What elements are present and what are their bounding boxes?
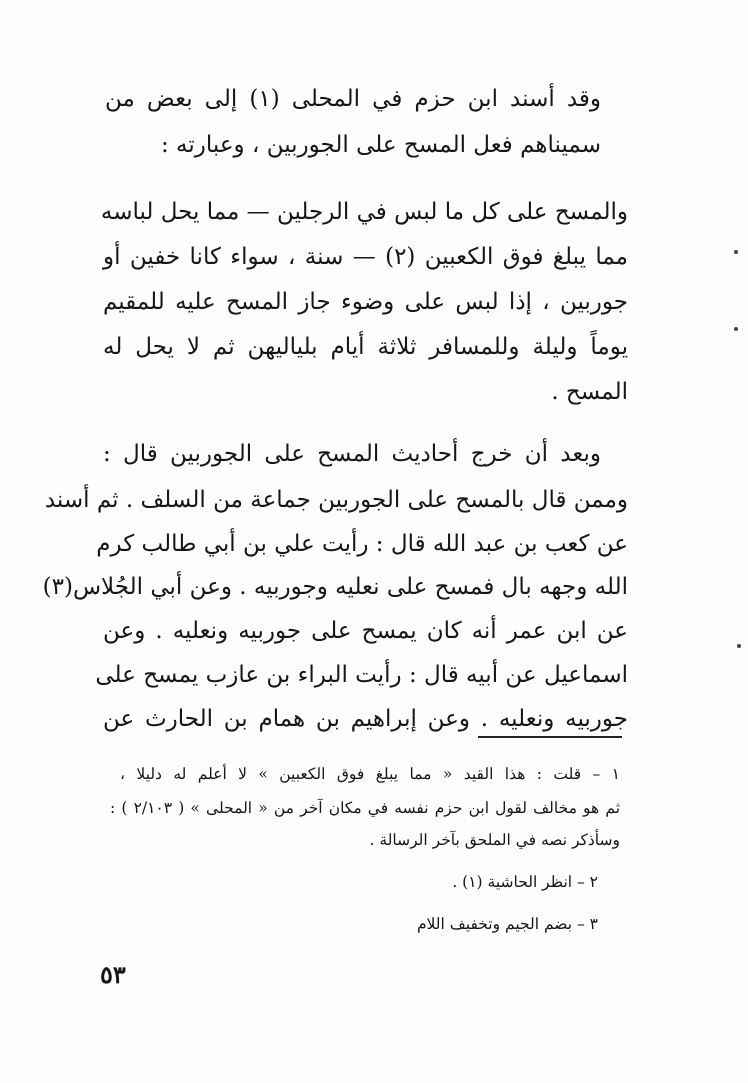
text-line: مما يبلغ فوق الكعبين (٢) — سنة ، سواء كانا خفين أو — [103, 244, 628, 270]
text-line: وممن قال بالمسح على الجوربين جماعة من السلف . ثم أسند — [44, 487, 628, 513]
scan-speck — [734, 327, 738, 331]
text-line: عن ابن عمر أنه كان يمسح على جوربيه ونعليه . وعن — [103, 618, 628, 644]
footnote-separator — [478, 736, 622, 738]
footnote-line: ٣ – بضم الجيم وتخفيف اللام — [416, 915, 598, 933]
page-number: ٥٣ — [100, 960, 126, 989]
text-line: والمسح على كل ما لبس في الرجلين — مما يحل لباسه — [100, 199, 628, 225]
text-line: عن كعب بن عبد الله قال : رأيت علي بن أبي طالب كرم — [96, 531, 628, 557]
footnote-line: ٢ – انظر الحاشية (١) . — [452, 873, 598, 891]
footnote-line: ١ – قلت : هذا القيد « مما يبلغ فوق الكعبين » لا أعلم له دليلا ، — [120, 765, 620, 783]
text-line: اسماعيل عن أبيه قال : رأيت البراء بن عازب يمسح على — [95, 662, 628, 688]
text-line: سميناهم فعل المسح على الجوربين ، وعبارته : — [160, 132, 601, 158]
scan-speck — [737, 644, 741, 648]
scan-speck — [734, 250, 738, 254]
footnote-line: وسأذكر نصه في الملحق بآخر الرسالة . — [369, 831, 620, 849]
text-line: جوربين ، إذا لبس على وضوء جاز المسح عليه للمقيم — [103, 289, 628, 315]
text-line: الله وجهه بال فمسح على نعليه وجوربيه . وعن أبي الجُلاس(٣) — [42, 574, 628, 600]
text-line: وقد أسند ابن حزم في المحلى (١) إلى بعض من — [105, 86, 601, 112]
footnote-line: ثم هو مخالف لقول ابن حزم نفسه في مكان آخر من « المحلى » ( ٢/١٠٣ ) : — [110, 799, 621, 817]
text-line: جوربيه ونعليه . وعن إبراهيم بن همام بن الحارث عن — [103, 706, 628, 732]
text-line: يوماً وليلة وللمسافر ثلاثة أيام بلياليهن ثم لا يحل له — [103, 334, 628, 360]
text-line: المسح . — [551, 379, 628, 405]
text-line: وبعد أن خرج أحاديث المسح على الجوربين قال : — [103, 441, 601, 467]
